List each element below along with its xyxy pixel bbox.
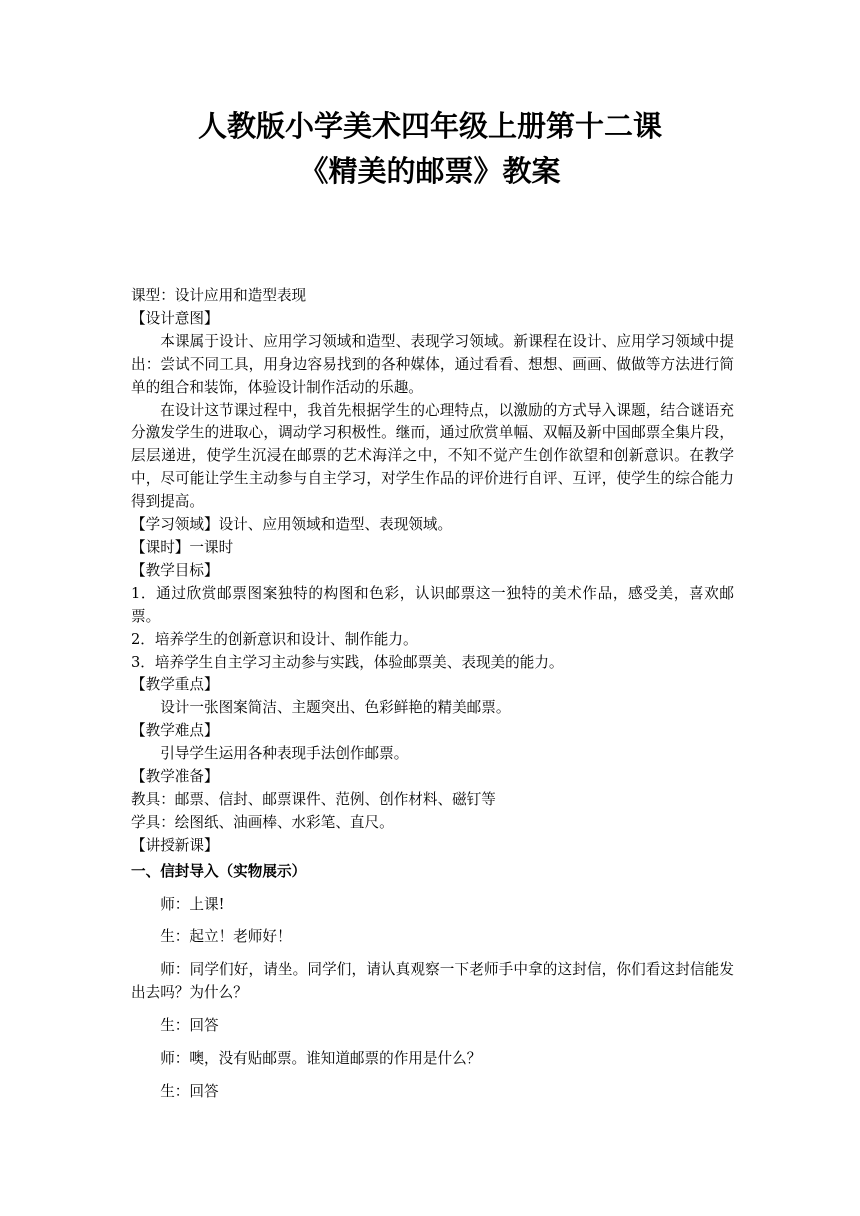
- preparation-heading: 【教学准备】: [131, 768, 219, 786]
- dialog-line-5: 师：噢，没有贴邮票。谁知道邮票的作用是什么？: [160, 1050, 482, 1068]
- objectives-heading: 【教学目标】: [131, 561, 219, 579]
- class-hours: 【课时】一课时: [131, 538, 234, 556]
- objective-item-3: 3．培养学生自主学习主动参与实践，体验邮票美、表现美的能力。: [131, 653, 564, 671]
- difficulties-heading: 【教学难点】: [131, 722, 219, 740]
- learning-field: 【学习领域】设计、应用领域和造型、表现领域。: [131, 516, 453, 534]
- preparation-student: 学具：绘图纸、油画棒、水彩笔、直尺。: [131, 813, 394, 831]
- design-intent-paragraph-1: 本课属于设计、应用学习领域和造型、表现学习领域。新课程在设计、应用学习领域中提出：尝试不同工具，用身边容易找到的各种媒体，通过看看、想想、画画、做做等方法进行简单的组合和装饰，体验设计制作活动的乐趣。: [131, 332, 734, 396]
- dialog-line-3: 师：同学们好，请坐。同学们，请认真观察一下老师手中拿的这封信，你们看这封信能发出去吗？为什么？: [131, 961, 734, 1002]
- title-line-2: 《精美的邮票》教案: [299, 154, 561, 188]
- document-body: [131, 285, 734, 1114]
- design-intent-heading: 【设计意图】: [131, 309, 219, 327]
- dialog-line-4: 生：回答: [160, 1017, 219, 1035]
- dialog-line-1: 师：上课!: [160, 895, 225, 913]
- objective-item-2: 2．培养学生的创新意识和设计、制作能力。: [131, 630, 418, 648]
- title-line-1: 人教版小学美术四年级上册第十二课: [197, 109, 662, 143]
- design-intent-paragraph-2: 在设计这节课过程中，我首先根据学生的心理特点，以激励的方式导入课题，结合谜语充分激发学生的进取心，调动学习积极性。继而，通过欣赏单幅、双幅及新中国邮票全集片段，层层递进，使学生沉浸在邮票的艺术海洋之中，不知不觉产生创作欲望和创新意识。在教学中，尽可能让学生主动参与自主学习，对学生作品的评价进行自评、互评，使学生的综合能力得到提高。: [131, 401, 734, 511]
- key-points-text: 设计一张图案简洁、主题突出、色彩鲜艳的精美邮票。: [160, 699, 511, 717]
- key-points-heading: 【教学重点】: [131, 676, 219, 694]
- difficulties-text: 引导学生运用各种表现手法创作邮票。: [160, 745, 409, 763]
- lesson-type: 课型：设计应用和造型表现: [131, 287, 307, 304]
- document-title: [0, 104, 860, 194]
- dialog-line-2: 生：起立！老师好！: [160, 928, 292, 946]
- new-lesson-heading: 【讲授新课】: [131, 836, 219, 854]
- dialog-line-6: 生：回答: [160, 1083, 219, 1100]
- objective-item-1: 1．通过欣赏邮票图案独特的构图和色彩，认识邮票这一独特的美术作品，感受美，喜欢邮票。: [131, 584, 734, 625]
- section-1-heading: 一、信封导入（实物展示）: [131, 862, 307, 880]
- dialog-block: [131, 894, 734, 1104]
- preparation-teacher: 教具：邮票、信封、邮票课件、范例、创作材料、磁钉等: [131, 790, 496, 808]
